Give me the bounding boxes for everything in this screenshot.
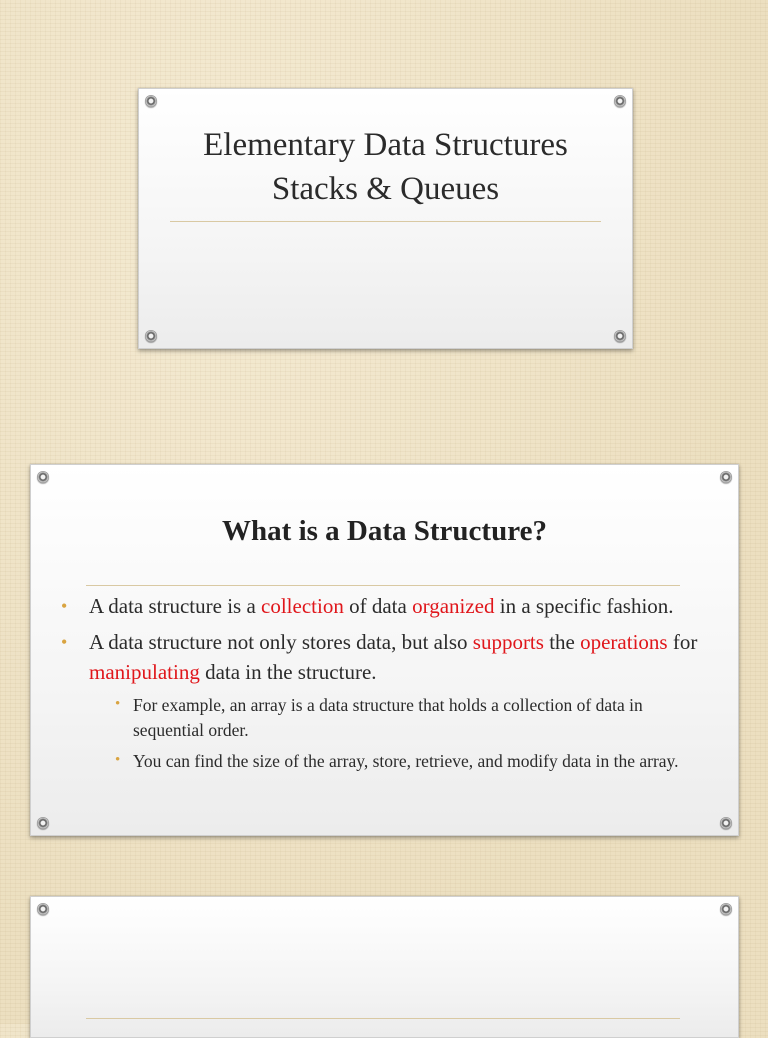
pushpin-icon bbox=[37, 903, 49, 915]
slide-title bbox=[139, 123, 632, 211]
pushpin-icon bbox=[720, 817, 732, 829]
pushpin-icon bbox=[145, 95, 157, 107]
bullet-item bbox=[59, 627, 708, 687]
pushpin-icon bbox=[37, 817, 49, 829]
highlight-term: collection bbox=[261, 594, 344, 618]
pushpin-icon bbox=[145, 330, 157, 342]
content-slide bbox=[30, 464, 739, 836]
pushpin-icon bbox=[720, 471, 732, 483]
sub-bullet-item bbox=[59, 749, 708, 774]
bullet-list bbox=[59, 591, 708, 780]
slide-subtitle-line: Stacks & Queues bbox=[271, 171, 500, 207]
pushpin-icon bbox=[614, 95, 626, 107]
divider-line bbox=[86, 1018, 680, 1019]
bullet-dot-icon: • bbox=[61, 632, 68, 652]
bullet-text: data in the structure. bbox=[199, 660, 377, 684]
highlight-term: supports bbox=[472, 630, 544, 654]
highlight-term: organized bbox=[412, 594, 495, 618]
slide-heading: What is a Data Structure? bbox=[222, 515, 547, 547]
sub-bullet-text: You can find the size of the array, store, retrieve, and modify data in the array. bbox=[133, 751, 679, 771]
divider-line bbox=[86, 585, 680, 586]
bullet-text: the bbox=[543, 630, 581, 654]
divider-line bbox=[170, 221, 601, 222]
highlight-term: manipulating bbox=[89, 660, 200, 684]
sub-bullet-text: For example, an array is a data structure that holds a collection of data in sequential order. bbox=[133, 695, 643, 740]
title-slide bbox=[138, 88, 633, 349]
pushpin-icon bbox=[37, 471, 49, 483]
bullet-dot-icon: • bbox=[61, 596, 68, 616]
bullet-text: of data bbox=[343, 594, 413, 618]
highlight-term: operations bbox=[580, 630, 668, 654]
bullet-dot-icon: • bbox=[115, 696, 121, 712]
sub-bullet-item bbox=[59, 693, 708, 743]
next-slide bbox=[30, 896, 739, 1038]
bullet-text: in a specific fashion. bbox=[494, 594, 674, 618]
slide-title-line: Elementary Data Structures bbox=[203, 127, 568, 163]
pushpin-icon bbox=[614, 330, 626, 342]
pushpin-icon bbox=[720, 903, 732, 915]
bullet-text: A data structure not only stores data, but also bbox=[89, 630, 473, 654]
bullet-dot-icon: • bbox=[115, 752, 121, 768]
bullet-text: for bbox=[667, 630, 698, 654]
bullet-item bbox=[59, 591, 708, 621]
bullet-text: A data structure is a bbox=[89, 594, 262, 618]
